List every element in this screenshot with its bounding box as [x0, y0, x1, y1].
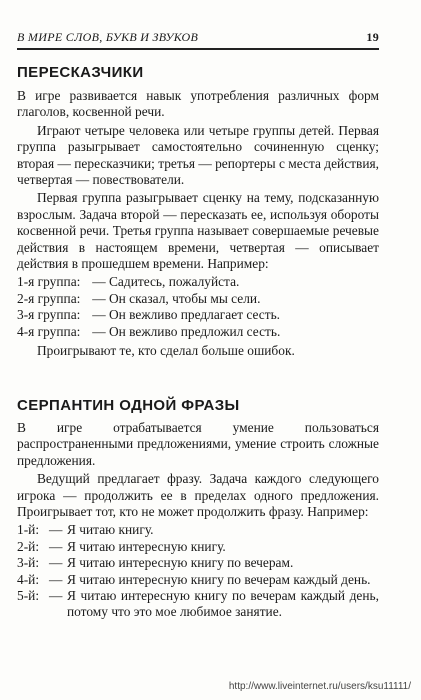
- dialog-text: Он вежливо предлагает сесть.: [109, 307, 281, 323]
- player-label: 2-й:: [17, 538, 40, 554]
- running-head: [17, 30, 379, 45]
- dash: —: [49, 555, 63, 571]
- dash: —: [92, 323, 106, 339]
- dash: —: [49, 538, 63, 554]
- player-label: 3-й:: [17, 555, 40, 571]
- running-title: В МИРЕ СЛОВ, БУКВ И ЗВУКОВ: [17, 30, 199, 44]
- phrase-text: Я читаю интересную книгу.: [67, 538, 226, 554]
- phrase-line: [17, 572, 379, 588]
- section-title-pereskazchiki: ПЕРЕСКАЗЧИКИ: [17, 64, 144, 81]
- page-number: 19: [366, 30, 379, 44]
- paragraph: Ведущий предлагает фразу. Задача каждого следующего игрока — продолжить ее в пределах одного предложения. Проигрывает тот, кто не может продолжить фразу. Например:: [17, 471, 379, 520]
- phrase-line: [17, 588, 379, 621]
- group-label: 4-я группа:: [17, 323, 81, 339]
- player-label: 1-й:: [17, 522, 40, 538]
- dialog-line: [17, 274, 379, 290]
- player-label: 4-й:: [17, 571, 40, 587]
- dialog-text: Он сказал, чтобы мы сели.: [109, 290, 261, 306]
- phrase-text: Я читаю интересную книгу по вечерам каждый день.: [67, 571, 371, 587]
- paragraph: В игре отрабатывается умение пользоваться распространенными предложениями, умение строить сложные предложения.: [17, 420, 379, 468]
- phrase-text: Я читаю интересную книгу по вечерам каждый день, потому что это мое любимое занятие.: [67, 588, 379, 620]
- watermark-url: http://www.liveinternet.ru/users/ksu11111/: [228, 681, 411, 692]
- paragraph: В игре развивается навык употребления различных форм глаголов, косвенной речи.: [17, 88, 379, 120]
- dash: —: [92, 274, 106, 290]
- phrase-line: [17, 522, 379, 538]
- dialog-line: [17, 307, 379, 323]
- dialog-example: [17, 274, 379, 340]
- dialog-text: Садитесь, пожалуйста.: [109, 274, 240, 290]
- dialog-line: [17, 324, 379, 340]
- header-rule: [17, 48, 379, 50]
- dialog-line: [17, 291, 379, 307]
- dialog-text: Он вежливо предложил сесть.: [109, 323, 281, 339]
- dash: —: [49, 588, 63, 604]
- phrase-line: [17, 555, 379, 571]
- paragraph: Первая группа разыгрывает сценку на тему, подсказанную взрослым. Задача второй — пересказать ее, используя обороты косвенной речи. Третья группа называет совершаемые речевые действия в настоящем времени, четвертая — описывает действия в прошедшем времени. Например:: [17, 190, 379, 272]
- section-body-serpantin: [17, 420, 379, 624]
- paragraph: Проигрывают те, кто сделал больше ошибок.: [37, 343, 295, 359]
- group-label: 2-я группа:: [17, 290, 81, 306]
- player-label: 5-й:: [17, 588, 40, 604]
- section-body-pereskazchiki: [17, 88, 379, 362]
- paragraph: Играют четыре человека или четыре группы детей. Первая группа разыгрывает самостоятельно сочиненную сценку; вторая — пересказчики; третья — репортеры с места действия, четвертая — повествователи.: [17, 122, 379, 188]
- phrase-chain: [17, 522, 379, 620]
- dash: —: [92, 290, 106, 306]
- dash: —: [49, 571, 63, 587]
- dash: —: [92, 307, 106, 323]
- phrase-line: [17, 539, 379, 555]
- group-label: 3-я группа:: [17, 307, 81, 323]
- phrase-text: Я читаю книгу.: [67, 522, 154, 538]
- dash: —: [49, 522, 63, 538]
- phrase-text: Я читаю интересную книгу по вечерам.: [67, 555, 294, 571]
- section-title-serpantin: СЕРПАНТИН ОДНОЙ ФРАЗЫ: [17, 397, 240, 414]
- group-label: 1-я группа:: [17, 274, 81, 290]
